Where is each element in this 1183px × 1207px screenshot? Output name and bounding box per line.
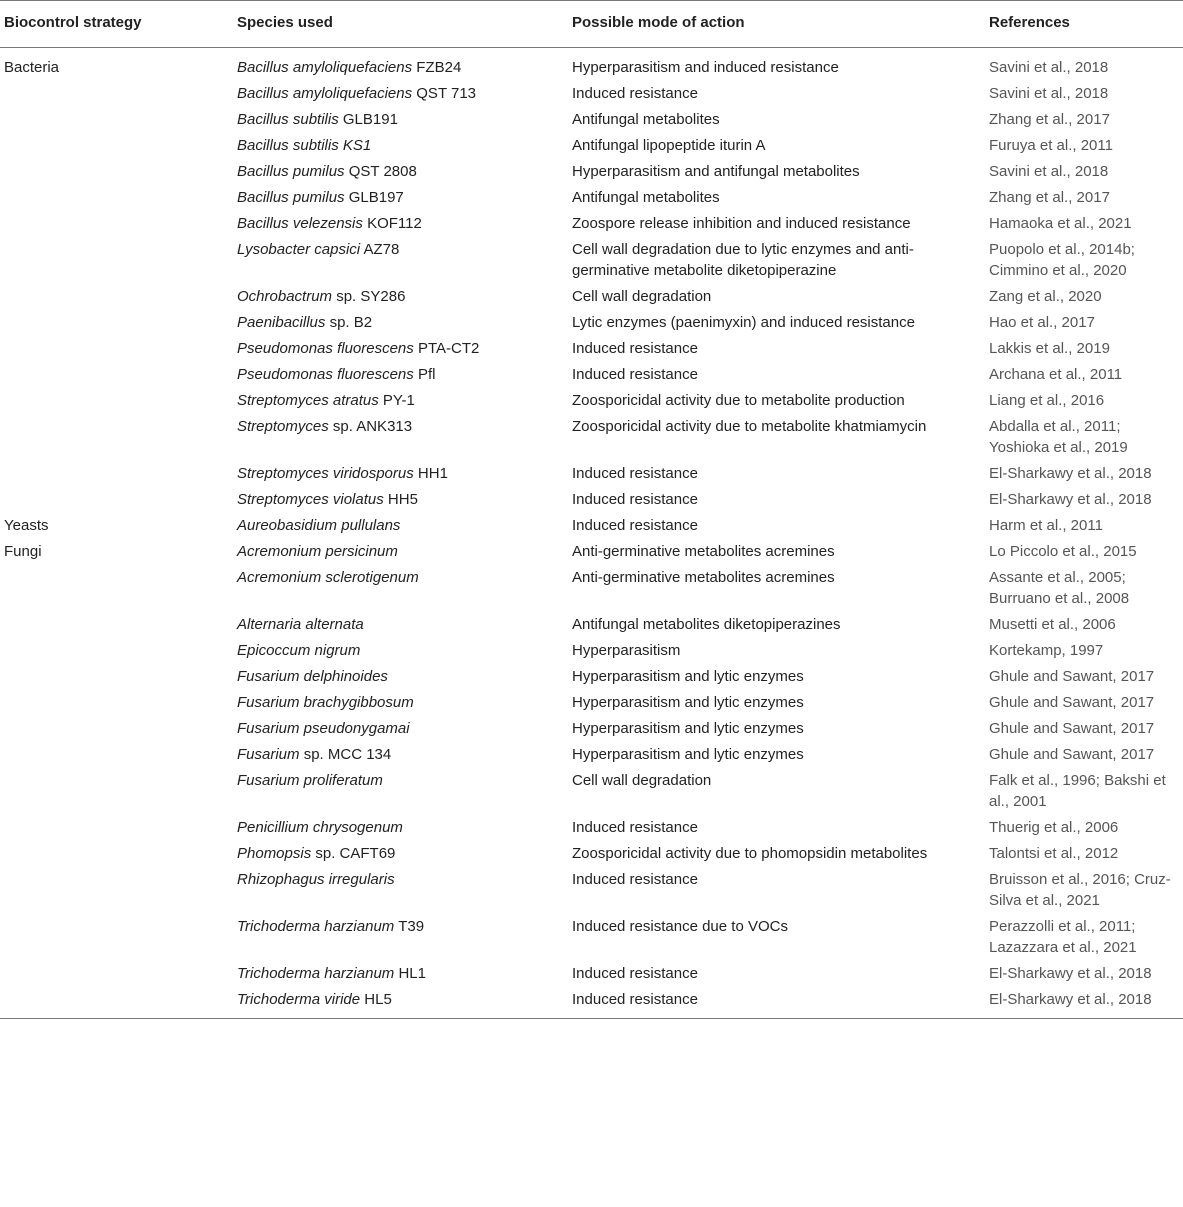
species-cell (237, 237, 572, 284)
species-name: Streptomyces (237, 418, 329, 435)
table-header (0, 1, 1183, 48)
table-row (0, 362, 1183, 388)
mode-of-action-cell: Anti-germinative metabolites acremines (572, 543, 835, 560)
references-cell: Bruisson et al., 2016; Cruz-Silva et al., 2021 (989, 871, 1171, 909)
strain-label: HH5 (387, 491, 418, 508)
table-row (0, 987, 1183, 1019)
header-references: References (989, 1, 1183, 48)
species-cell (237, 48, 572, 82)
strategy-cell (0, 461, 237, 487)
strain-label: FZB24 (416, 59, 462, 76)
table-row (0, 565, 1183, 612)
species-cell (237, 664, 572, 690)
strategy-cell (0, 638, 237, 664)
table-row (0, 664, 1183, 690)
mode-of-action-cell: Zoospore release inhibition and induced resistance (572, 215, 911, 232)
species-name: Streptomyces violatus (237, 491, 384, 508)
strain-label: QST 2808 (348, 163, 417, 180)
species-cell (237, 487, 572, 513)
strategy-cell (0, 867, 237, 914)
table-row (0, 815, 1183, 841)
references-cell: Furuya et al., 2011 (989, 137, 1113, 154)
table-row (0, 414, 1183, 461)
table-row (0, 48, 1183, 82)
references-cell: Savini et al., 2018 (989, 163, 1109, 180)
strategy-cell: Yeasts (4, 517, 49, 534)
species-name: Fusarium proliferatum (237, 772, 383, 789)
species-cell (237, 81, 572, 107)
mode-of-action-cell: Induced resistance (572, 819, 698, 836)
references-cell: Zhang et al., 2017 (989, 111, 1110, 128)
species-name: Phomopsis (237, 845, 312, 862)
strategy-cell (0, 310, 237, 336)
species-cell (237, 414, 572, 461)
references-cell: Abdalla et al., 2011; Yoshioka et al., 2019 (989, 418, 1128, 456)
mode-of-action-cell: Antifungal lipopeptide iturin A (572, 137, 766, 154)
mode-of-action-cell: Cell wall degradation due to lytic enzymes and anti-germinative metabolite diketopiperazine (572, 241, 914, 279)
species-name: Bacillus amyloliquefaciens (237, 85, 413, 102)
references-cell: Hamaoka et al., 2021 (989, 215, 1132, 232)
references-cell: El-Sharkawy et al., 2018 (989, 491, 1152, 508)
strain-label: GLB197 (348, 189, 404, 206)
mode-of-action-cell: Hyperparasitism and lytic enzymes (572, 746, 804, 763)
species-name: Trichoderma viride (237, 991, 361, 1008)
mode-of-action-cell: Induced resistance (572, 85, 698, 102)
mode-of-action-cell: Cell wall degradation (572, 772, 712, 789)
species-cell (237, 612, 572, 638)
mode-of-action-cell: Induced resistance (572, 965, 698, 982)
species-name: Streptomyces viridosporus (237, 465, 414, 482)
mode-of-action-cell: Antifungal metabolites diketopiperazines (572, 616, 841, 633)
strain-label: KOF112 (367, 215, 422, 232)
references-cell: Ghule and Sawant, 2017 (989, 668, 1155, 685)
strain-label: HL5 (364, 991, 392, 1008)
header-biocontrol-strategy: Biocontrol strategy (0, 1, 237, 48)
strategy-cell (0, 237, 237, 284)
strain-label: sp. CAFT69 (315, 845, 396, 862)
references-cell: Liang et al., 2016 (989, 392, 1105, 409)
mode-of-action-cell: Antifungal metabolites (572, 189, 720, 206)
table-row (0, 237, 1183, 284)
strategy-cell (0, 414, 237, 461)
strategy-cell (0, 159, 237, 185)
species-name: Fusarium (237, 746, 300, 763)
strategy-cell (0, 81, 237, 107)
species-cell (237, 133, 572, 159)
table-row (0, 638, 1183, 664)
table-row (0, 612, 1183, 638)
species-name: Rhizophagus irregularis (237, 871, 395, 888)
references-cell: El-Sharkawy et al., 2018 (989, 965, 1152, 982)
species-cell (237, 867, 572, 914)
table-row (0, 914, 1183, 961)
species-cell (237, 742, 572, 768)
species-name: Lysobacter capsici (237, 241, 361, 258)
mode-of-action-cell: Antifungal metabolites (572, 111, 720, 128)
table-row (0, 211, 1183, 237)
strategy-cell (0, 362, 237, 388)
mode-of-action-cell: Anti-germinative metabolites acremines (572, 569, 835, 586)
species-name: Bacillus velezensis (237, 215, 363, 232)
species-cell (237, 284, 572, 310)
mode-of-action-cell: Hyperparasitism and lytic enzymes (572, 720, 804, 737)
strategy-cell (0, 107, 237, 133)
species-cell (237, 388, 572, 414)
mode-of-action-cell: Cell wall degradation (572, 288, 712, 305)
species-name: Bacillus pumilus (237, 163, 345, 180)
species-cell (237, 159, 572, 185)
strain-label: Pfl (417, 366, 436, 383)
strategy-cell (0, 565, 237, 612)
mode-of-action-cell: Zoosporicidal activity due to phomopsidin metabolites (572, 845, 928, 862)
species-name: Pseudomonas fluorescens (237, 340, 414, 357)
species-cell (237, 987, 572, 1019)
references-cell: El-Sharkawy et al., 2018 (989, 465, 1152, 482)
species-cell (237, 716, 572, 742)
mode-of-action-cell: Hyperparasitism and lytic enzymes (572, 694, 804, 711)
species-name: Bacillus subtilis KS1 (237, 137, 372, 154)
references-cell: Lo Piccolo et al., 2015 (989, 543, 1137, 560)
table-row (0, 961, 1183, 987)
species-name: Trichoderma harzianum (237, 965, 395, 982)
strategy-cell: Bacteria (4, 59, 60, 76)
mode-of-action-cell: Hyperparasitism and antifungal metabolites (572, 163, 860, 180)
species-cell (237, 211, 572, 237)
strategy-cell (0, 841, 237, 867)
strain-label: AZ78 (363, 241, 400, 258)
references-cell: Perazzolli et al., 2011; Lazazzara et al., 2021 (989, 918, 1137, 956)
species-name: Bacillus pumilus (237, 189, 345, 206)
species-cell (237, 961, 572, 987)
strategy-cell: Fungi (4, 543, 42, 560)
table-row (0, 461, 1183, 487)
table-row (0, 388, 1183, 414)
references-cell: Thuerig et al., 2006 (989, 819, 1119, 836)
species-name: Penicillium chrysogenum (237, 819, 403, 836)
references-cell: Assante et al., 2005; Burruano et al., 2008 (989, 569, 1130, 607)
references-cell: Ghule and Sawant, 2017 (989, 694, 1155, 711)
references-cell: Ghule and Sawant, 2017 (989, 746, 1155, 763)
species-name: Acremonium persicinum (237, 543, 398, 560)
species-cell (237, 841, 572, 867)
mode-of-action-cell: Zoosporicidal activity due to metabolite production (572, 392, 905, 409)
mode-of-action-cell: Induced resistance due to VOCs (572, 918, 788, 935)
references-cell: Savini et al., 2018 (989, 59, 1109, 76)
mode-of-action-cell: Zoosporicidal activity due to metabolite khatmiamycin (572, 418, 927, 435)
species-name: Bacillus subtilis (237, 111, 339, 128)
table-row (0, 336, 1183, 362)
strain-label: GLB191 (342, 111, 398, 128)
table-row (0, 716, 1183, 742)
species-cell (237, 310, 572, 336)
species-name: Alternaria alternata (237, 616, 364, 633)
strategy-cell (0, 716, 237, 742)
table-row (0, 768, 1183, 815)
strategy-cell (0, 284, 237, 310)
references-cell: Puopolo et al., 2014b; Cimmino et al., 2020 (989, 241, 1135, 279)
table-row (0, 841, 1183, 867)
species-cell (237, 336, 572, 362)
table-row (0, 284, 1183, 310)
table-row (0, 159, 1183, 185)
species-cell (237, 513, 572, 539)
header-row (0, 1, 1183, 48)
species-cell (237, 107, 572, 133)
species-name: Ochrobactrum (237, 288, 333, 305)
strategy-cell (0, 487, 237, 513)
strain-label: PY-1 (382, 392, 415, 409)
mode-of-action-cell: Hyperparasitism (572, 642, 681, 659)
mode-of-action-cell: Induced resistance (572, 517, 698, 534)
species-name: Trichoderma harzianum (237, 918, 395, 935)
species-name: Bacillus amyloliquefaciens (237, 59, 413, 76)
references-cell: Zang et al., 2020 (989, 288, 1102, 305)
strain-label: T39 (398, 918, 425, 935)
strategy-cell (0, 664, 237, 690)
table-body (0, 48, 1183, 1019)
table-row (0, 487, 1183, 513)
species-cell (237, 539, 572, 565)
references-cell: Archana et al., 2011 (989, 366, 1123, 383)
species-cell (237, 914, 572, 961)
strain-label: sp. ANK313 (332, 418, 413, 435)
mode-of-action-cell: Induced resistance (572, 465, 698, 482)
table-row (0, 690, 1183, 716)
species-name: Paenibacillus (237, 314, 326, 331)
species-name: Acremonium sclerotigenum (237, 569, 419, 586)
strategy-cell (0, 742, 237, 768)
table-row (0, 867, 1183, 914)
references-cell: Savini et al., 2018 (989, 85, 1109, 102)
species-cell (237, 690, 572, 716)
species-name: Streptomyces atratus (237, 392, 379, 409)
mode-of-action-cell: Hyperparasitism and induced resistance (572, 59, 839, 76)
strategy-cell (0, 336, 237, 362)
references-cell: Falk et al., 1996; Bakshi et al., 2001 (989, 772, 1166, 810)
header-species-used: Species used (237, 1, 572, 48)
table-row (0, 539, 1183, 565)
species-cell (237, 461, 572, 487)
table-row (0, 513, 1183, 539)
table-row (0, 107, 1183, 133)
strain-label: sp. SY286 (336, 288, 406, 305)
strain-label: PTA-CT2 (417, 340, 480, 357)
species-name: Pseudomonas fluorescens (237, 366, 414, 383)
strategy-cell (0, 133, 237, 159)
mode-of-action-cell: Induced resistance (572, 491, 698, 508)
strategy-cell (0, 612, 237, 638)
strain-label: HL1 (398, 965, 426, 982)
strain-label: QST 713 (416, 85, 477, 102)
species-name: Aureobasidium pullulans (237, 517, 401, 534)
strategy-cell (0, 815, 237, 841)
references-cell: Hao et al., 2017 (989, 314, 1095, 331)
strategy-cell (0, 768, 237, 815)
table-row (0, 133, 1183, 159)
strategy-cell (0, 961, 237, 987)
references-cell: Lakkis et al., 2019 (989, 340, 1110, 357)
strategy-cell (0, 211, 237, 237)
strain-label: sp. MCC 134 (303, 746, 392, 763)
references-cell: Ghule and Sawant, 2017 (989, 720, 1155, 737)
mode-of-action-cell: Induced resistance (572, 871, 698, 888)
table-row (0, 310, 1183, 336)
species-cell (237, 768, 572, 815)
species-name: Epicoccum nigrum (237, 642, 361, 659)
strategy-cell (0, 388, 237, 414)
header-mode-of-action: Possible mode of action (572, 1, 989, 48)
table-row (0, 185, 1183, 211)
table-row (0, 742, 1183, 768)
species-cell (237, 638, 572, 664)
table-row (0, 81, 1183, 107)
references-cell: Zhang et al., 2017 (989, 189, 1110, 206)
references-cell: Musetti et al., 2006 (989, 616, 1116, 633)
mode-of-action-cell: Lytic enzymes (paenimyxin) and induced resistance (572, 314, 915, 331)
strategy-cell (0, 987, 237, 1019)
species-cell (237, 185, 572, 211)
references-cell: El-Sharkawy et al., 2018 (989, 987, 1183, 1019)
species-name: Fusarium pseudonygamai (237, 720, 410, 737)
strain-label: sp. B2 (329, 314, 373, 331)
references-cell: Kortekamp, 1997 (989, 642, 1104, 659)
species-cell (237, 362, 572, 388)
strategy-cell (0, 914, 237, 961)
strategy-cell (0, 185, 237, 211)
species-cell (237, 565, 572, 612)
mode-of-action-cell: Hyperparasitism and lytic enzymes (572, 668, 804, 685)
mode-of-action-cell: Induced resistance (572, 340, 698, 357)
species-name: Fusarium brachygibbosum (237, 694, 414, 711)
species-name: Fusarium delphinoides (237, 668, 388, 685)
strain-label: HH1 (417, 465, 448, 482)
species-cell (237, 815, 572, 841)
mode-of-action-cell: Induced resistance (572, 987, 989, 1019)
references-cell: Harm et al., 2011 (989, 517, 1103, 534)
strategy-cell (0, 690, 237, 716)
mode-of-action-cell: Induced resistance (572, 366, 698, 383)
references-cell: Talontsi et al., 2012 (989, 845, 1119, 862)
